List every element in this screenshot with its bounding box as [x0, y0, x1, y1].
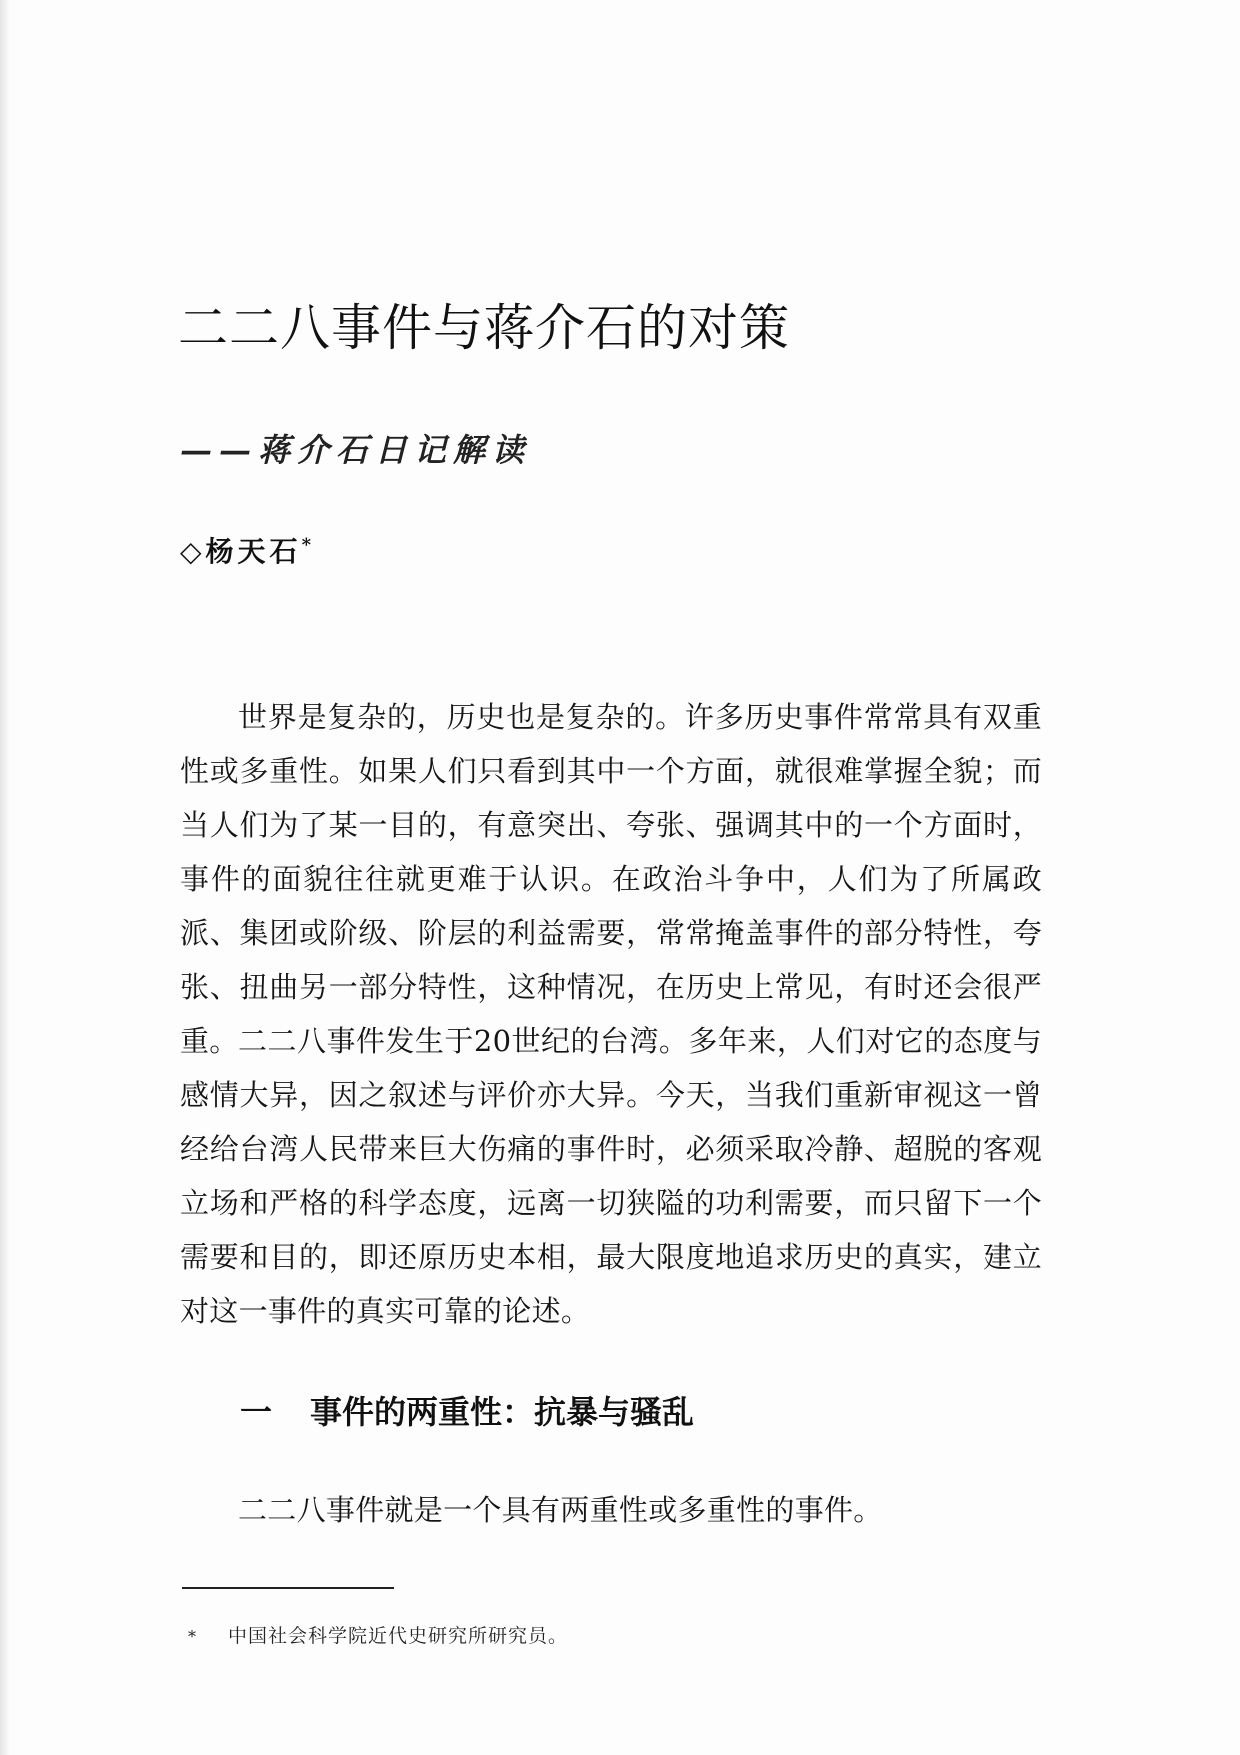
section-heading [240, 1387, 694, 1433]
author-line [180, 530, 311, 570]
footnote-text: 中国社会科学院近代史研究所研究员。 [228, 1625, 569, 1647]
footnote [188, 1621, 569, 1648]
section-paragraph-1: 二二八事件就是一个具有两重性或多重性的事件。 [238, 1493, 883, 1527]
article-title: 二二八事件与蒋介石的对策 [178, 299, 790, 357]
body-paragraph-2: 二二八事件发生于20世纪的台湾。多年来，人们对它的态度与感情大异，因之叙述与评价亦大异。今天，当我们重新审视这一曾经给台湾人民带来巨大伤痛的事件时，必须采取冷静、超脱的客观立场和严格的科学态度，远离一切狭隘的功利需要，而只留下一个需要和目的，即还原历史本相，最大限度地追求历史的真实，建立对这一事件的真实可靠的论述。 [180, 1024, 1042, 1328]
author-name: 杨天石 [205, 535, 302, 568]
article-subtitle: ——蒋介石日记解读 [180, 431, 532, 469]
section-title: 事件的两重性：抗暴与骚乱 [310, 1393, 695, 1431]
section-number: 一 [240, 1393, 273, 1431]
author-footnote-mark: * [301, 534, 311, 556]
page-edge-shadow [0, 0, 10, 1755]
body-paragraph-1: 世界是复杂的，历史也是复杂的。许多历史事件常常具有双重性或多重性。如果人们只看到其中一个方面，就很难掌握全貌；而当人们为了某一目的，有意突出、夸张、强调其中的一个方面时，事件的面貌往往就更难于认识。在政治斗争中，人们为了所属政派、集团或阶级、阶层的利益需要，常常掩盖事件的部分特性，夸张、扭曲另一部分特性，这种情况，在历史上常见，有时还会很严重。 [180, 700, 1042, 1058]
footnote-divider [182, 1587, 394, 1589]
author-diamond-marker: ◇ [180, 535, 206, 568]
footnote-mark: * [188, 1627, 197, 1646]
